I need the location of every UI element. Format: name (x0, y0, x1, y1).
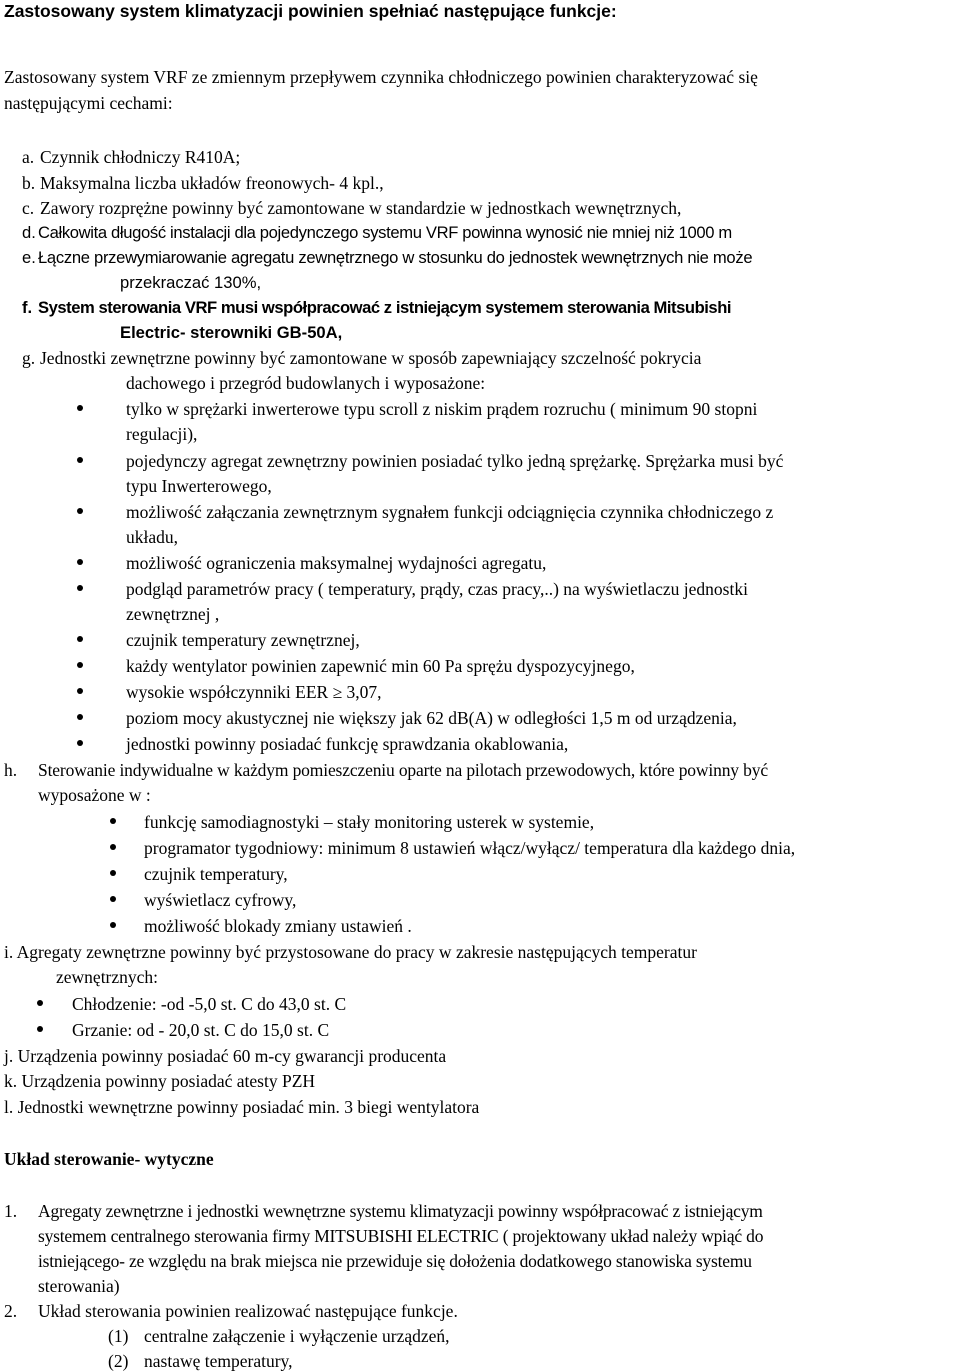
section-heading: Układ sterowanie- wytyczne (4, 1149, 214, 1169)
sub-item-2-text: nastawę temperatury, (144, 1351, 293, 1371)
sub-item-1-text: centralne załączenie i wyłączenie urządzeń, (144, 1326, 450, 1346)
g-bullet-3-line-1: możliwość załączania zewnętrznym sygnałem funkcji odciągnięcia czynnika chłodniczego z (126, 502, 774, 522)
item-h-marker: h. (4, 760, 18, 780)
bullet-icon (77, 688, 83, 694)
item-e-marker: e. (22, 248, 36, 267)
g-bullet-7: każdy wentylator powinien zapewnić min 60 Pa sprężu dyspozycyjnego, (126, 656, 635, 676)
item-f-text-2: Electric- sterowniki GB-50A, (120, 323, 343, 342)
item-c-text: Zawory rozprężne powinny być zamontowane w standardzie w jednostkach wewnętrznych, (40, 198, 682, 218)
numbered-1-line-1: Agregaty zewnętrzne i jednostki wewnętrzne systemu klimatyzacji powinny współpracować z istniejącym (38, 1201, 763, 1221)
g-bullet-5-line-1: podgląd parametrów pracy ( temperatury, prądy, czas pracy,..) na wyświetlaczu jednostki (126, 579, 748, 599)
g-bullet-10: jednostki powinny posiadać funkcję sprawdzania okablowania, (126, 734, 569, 754)
h-bullet-2: programator tygodniowy: minimum 8 ustawień włącz/wyłącz/ temperatura dla każdego dnia, (144, 838, 796, 858)
item-e-text-2: przekraczać 130%, (120, 273, 262, 292)
item-c-marker: c. (22, 198, 35, 218)
item-i-text-2: zewnętrznych: (56, 967, 159, 987)
intro-line-2: następującymi cechami: (4, 93, 173, 113)
bullet-icon (77, 585, 83, 591)
g-bullet-2-line-1: pojedynczy agregat zewnętrzny powinien posiadać tylko jedną sprężarkę. Sprężarka musi być (126, 451, 784, 471)
sub-item-2-marker: (2) (108, 1351, 129, 1371)
item-d-text: Całkowita długość instalacji dla pojedynczego systemu VRF powinna wynosić nie mniej niż 1000 m (38, 223, 732, 242)
item-b-text: Maksymalna liczba układów freonowych- 4 kpl., (40, 173, 384, 193)
bullet-icon (77, 508, 83, 514)
g-bullet-1-line-1: tylko w sprężarki inwerterowe typu scroll z niskim prądem rozruchu ( minimum 90 stopni (126, 399, 758, 419)
g-bullet-3-line-2: układu, (126, 527, 179, 547)
sub-item-1-marker: (1) (108, 1326, 129, 1346)
bullet-icon (110, 922, 116, 928)
bullet-icon (77, 714, 83, 720)
bullet-icon (77, 559, 83, 565)
item-i-text-1: i. Agregaty zewnętrzne powinny być przystosowane do pracy w zakresie następujących temperatur (4, 942, 697, 962)
bullet-icon (37, 1000, 43, 1006)
item-e-text-1: Łączne przewymiarowanie agregatu zewnętrznego w stosunku do jednostek wewnętrznych nie może (38, 248, 753, 267)
item-h-text-1: Sterowanie indywidualne w każdym pomieszczeniu oparte na pilotach przewodowych, które powinny być (38, 760, 768, 780)
g-bullet-2-line-2: typu Inwerterowego, (126, 476, 272, 496)
numbered-2-line-1: Układ sterowania powinien realizować następujące funkcje. (38, 1301, 458, 1321)
bullet-icon (110, 818, 116, 824)
g-bullet-4: możliwość ograniczenia maksymalnej wydajności agregatu, (126, 553, 547, 573)
page-heading: Zastosowany system klimatyzacji powinien spełniać następujące funkcje: (4, 1, 617, 21)
numbered-1-line-3: istniejącego- ze względu na brak miejsca nie przewiduje się dołożenia dodatkowego stanowiska systemu (38, 1251, 752, 1271)
g-bullet-5-line-2: zewnętrznej , (126, 604, 220, 624)
i-bullet-2: Grzanie: od - 20,0 st. C do 15,0 st. C (72, 1020, 330, 1040)
g-bullet-6: czujnik temperatury zewnętrznej, (126, 630, 360, 650)
h-bullet-4: wyświetlacz cyfrowy, (144, 890, 297, 910)
item-g-text-2: dachowego i przegród budowlanych i wyposażone: (126, 373, 486, 393)
bullet-icon (77, 405, 83, 411)
bullet-icon (110, 844, 116, 850)
item-f-text-1: System sterowania VRF musi współpracować z istniejącym systemem sterowania Mitsubishi (38, 298, 732, 317)
i-bullet-1: Chłodzenie: -od -5,0 st. C do 43,0 st. C (72, 994, 347, 1014)
bullet-icon (77, 740, 83, 746)
g-bullet-8: wysokie współczynniki EER ≥ 3,07, (126, 682, 382, 702)
item-a-text: Czynnik chłodniczy R410A; (40, 147, 241, 167)
item-l: l. Jednostki wewnętrzne powinny posiadać min. 3 biegi wentylatora (4, 1097, 480, 1117)
intro-line-1: Zastosowany system VRF ze zmiennym przepływem czynnika chłodniczego powinien charakteryzować się (4, 67, 758, 87)
numbered-1-line-4: sterowania) (38, 1276, 120, 1296)
numbered-1-marker: 1. (4, 1201, 18, 1221)
bullet-icon (37, 1026, 43, 1032)
g-bullet-9: poziom mocy akustycznej nie większy jak 62 dB(A) w odległości 1,5 m od urządzenia, (126, 708, 737, 728)
bullet-icon (110, 870, 116, 876)
item-j: j. Urządzenia powinny posiadać 60 m-cy gwarancji producenta (4, 1046, 447, 1066)
item-g-text-1: Jednostki zewnętrzne powinny być zamontowane w sposób zapewniający szczelność pokrycia (40, 348, 702, 368)
h-bullet-3: czujnik temperatury, (144, 864, 288, 884)
item-h-text-2: wyposażone w : (38, 785, 151, 805)
item-f-marker: f. (22, 298, 33, 317)
numbered-1-line-2: systemem centralnego sterowania firmy MITSUBISHI ELECTRIC ( projektowany układ należy wpiąć do (38, 1226, 764, 1246)
numbered-2-marker: 2. (4, 1301, 18, 1321)
item-b-marker: b. (22, 173, 36, 193)
g-bullet-1-line-2: regulacji), (126, 424, 198, 444)
item-a-marker: a. (22, 147, 35, 167)
item-k: k. Urządzenia powinny posiadać atesty PZH (4, 1071, 316, 1091)
item-d-marker: d. (22, 223, 36, 242)
item-g-marker: g. (22, 348, 36, 368)
bullet-icon (77, 457, 83, 463)
bullet-icon (77, 662, 83, 668)
bullet-icon (110, 896, 116, 902)
h-bullet-5: możliwość blokady zmiany ustawień . (144, 916, 412, 936)
h-bullet-1: funkcję samodiagnostyki – stały monitoring usterek w systemie, (144, 812, 595, 832)
bullet-icon (77, 636, 83, 642)
